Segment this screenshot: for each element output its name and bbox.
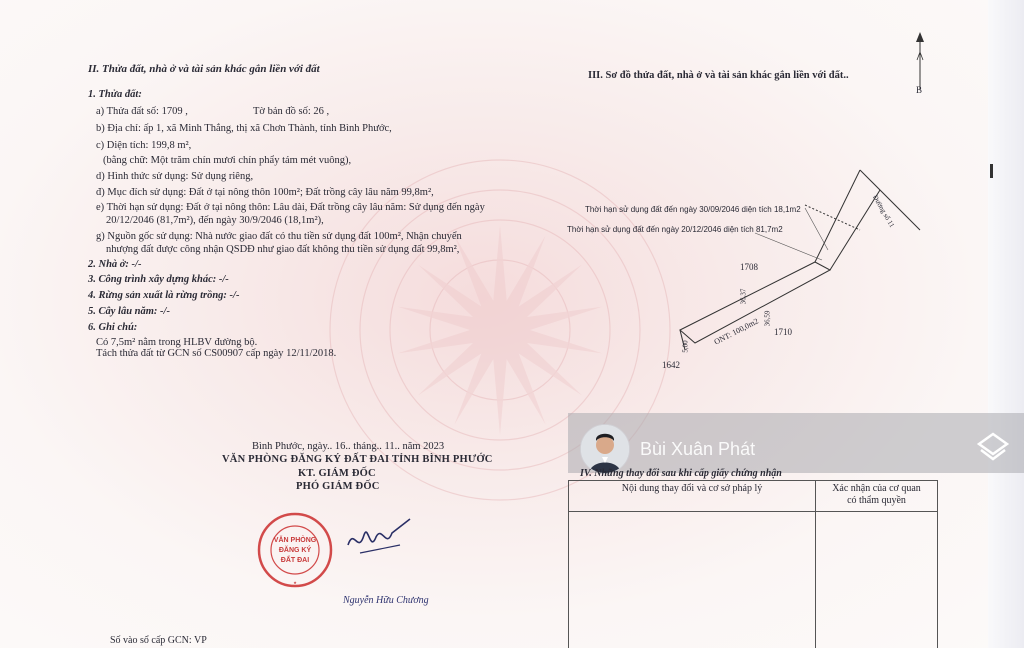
parcel-1642: 1642 — [662, 360, 680, 370]
dimension-2: 36,59 — [763, 310, 772, 327]
section-ii-title: II. Thửa đất, nhà ở và tài sản khác gắn liền với đất — [88, 63, 320, 75]
stacked-layers-logo-icon — [975, 430, 1011, 466]
svg-text:★: ★ — [293, 580, 297, 585]
handwritten-signature — [340, 515, 420, 560]
changes-empty-cell — [569, 512, 816, 648]
svg-text:VĂN PHÒNG: VĂN PHÒNG — [273, 537, 317, 544]
parcel-number: a) Thửa đất số: 1709 , — [96, 106, 188, 117]
usage-term-2: 20/12/2046 (81,7m²), đến ngày 30/9/2046 (18,1m²), — [106, 215, 324, 226]
item4-forest: 4. Rừng sản xuất là rừng trồng: -/- — [88, 290, 240, 301]
map-sheet-number: Tờ bản đồ số: 26 , — [253, 106, 330, 117]
svg-text:ĐĂNG KÝ: ĐĂNG KÝ — [278, 547, 312, 554]
term-label-1: Thời hạn sử dụng đất đến ngày 30/09/2046 diện tích 18,1m2 — [585, 205, 801, 214]
parcel-1708: 1708 — [740, 262, 758, 272]
page-right-edge — [988, 0, 1024, 648]
changes-col-content: Nội dung thay đổi và cơ sở pháp lý — [569, 481, 816, 512]
poster-name: Bùi Xuân Phát — [640, 439, 756, 459]
register-number: Số vào sổ cấp GCN: VP — [110, 635, 207, 646]
usage-form: d) Hình thức sử dụng: Sử dụng riêng, — [96, 171, 254, 182]
note-2: Tách thửa đất từ GCN số CS00907 cấp ngày 12/11/2018. — [96, 348, 337, 359]
term-label-2: Thời hạn sử dụng đất đến ngày 20/12/2046 diện tích 81,7m2 — [567, 225, 783, 234]
address: b) Địa chỉ: ấp 1, xã Minh Thắng, thị xã Chơn Thành, tỉnh Bình Phước, — [96, 123, 392, 134]
section-iv-title: IV. Những thay đổi sau khi cấp giấy chứng nhận — [580, 468, 782, 479]
usage-term-1: e) Thời hạn sử dụng: Đất ở tại nông thôn: Lâu dài, Đất trồng cây lâu năm: Sử dụng đến ngày — [96, 202, 485, 213]
section-iii-title: III. Sơ đồ thửa đất, nhà ở và tài sản khác gắn liền với đất.. — [588, 70, 849, 81]
parcel-1710: 1710 — [774, 327, 792, 337]
area: c) Diện tích: 199,8 m², — [96, 140, 192, 151]
dimension-1: 36,37 — [739, 288, 748, 305]
usage-origin-2: nhượng đất được công nhận QSDĐ như giao đất không thu tiền sử dụng đất 99,8m², — [106, 244, 460, 255]
north-arrow-icon — [913, 30, 927, 110]
usage-purpose: đ) Mục đích sử dụng: Đất ở tại nông thôn 100m²; Đất trồng cây lâu năm 99,8m², — [96, 187, 434, 198]
svg-text:ĐẤT ĐAI: ĐẤT ĐAI — [280, 557, 310, 564]
confirmation-line-1: Xác nhận của cơ quan — [832, 483, 921, 494]
confirmation-empty-cell — [816, 512, 938, 648]
item1-title: 1. Thửa đất: — [88, 89, 142, 100]
road-label: Đường số 11 — [870, 193, 896, 229]
note-1: Có 7,5m² nằm trong HLBV đường bộ. — [96, 337, 258, 348]
north-label: B — [916, 85, 923, 95]
changes-col-confirmation — [816, 481, 938, 512]
official-stamp — [255, 510, 335, 590]
changes-table — [568, 480, 938, 648]
area-in-words: (bằng chữ: Một trăm chín mươi chín phẩy tám mét vuông), — [103, 155, 352, 166]
item2-house: 2. Nhà ở: -/- — [88, 259, 142, 270]
dimension-3: 5,00 — [681, 340, 690, 353]
deputy-director: PHÓ GIÁM ĐỐC — [296, 481, 380, 492]
confirmation-line-2: có thẩm quyền — [847, 495, 906, 506]
signer-name: Nguyễn Hữu Chương — [343, 595, 429, 606]
issuing-office: VĂN PHÒNG ĐĂNG KÝ ĐẤT ĐAI TỈNH BÌNH PHƯỚC — [222, 454, 493, 465]
item3-construction: 3. Công trình xây dựng khác: -/- — [88, 274, 229, 285]
poster-watermark-bar — [568, 413, 1024, 473]
kt-director: KT. GIÁM ĐỐC — [298, 468, 376, 479]
parcel-area-label: ONT: 100,0m2 — [712, 316, 760, 347]
place-date: Bình Phước, ngày.. 16.. tháng.. 11.. năm 2023 — [252, 441, 445, 452]
edge-mark — [990, 164, 993, 178]
usage-origin-1: g) Nguồn gốc sử dụng: Nhà nước giao đất có thu tiền sử dụng đất 100m², Nhận chuyển — [96, 231, 462, 242]
item6-notes-title: 6. Ghi chú: — [88, 322, 138, 333]
item5-perennial: 5. Cây lâu năm: -/- — [88, 306, 170, 317]
